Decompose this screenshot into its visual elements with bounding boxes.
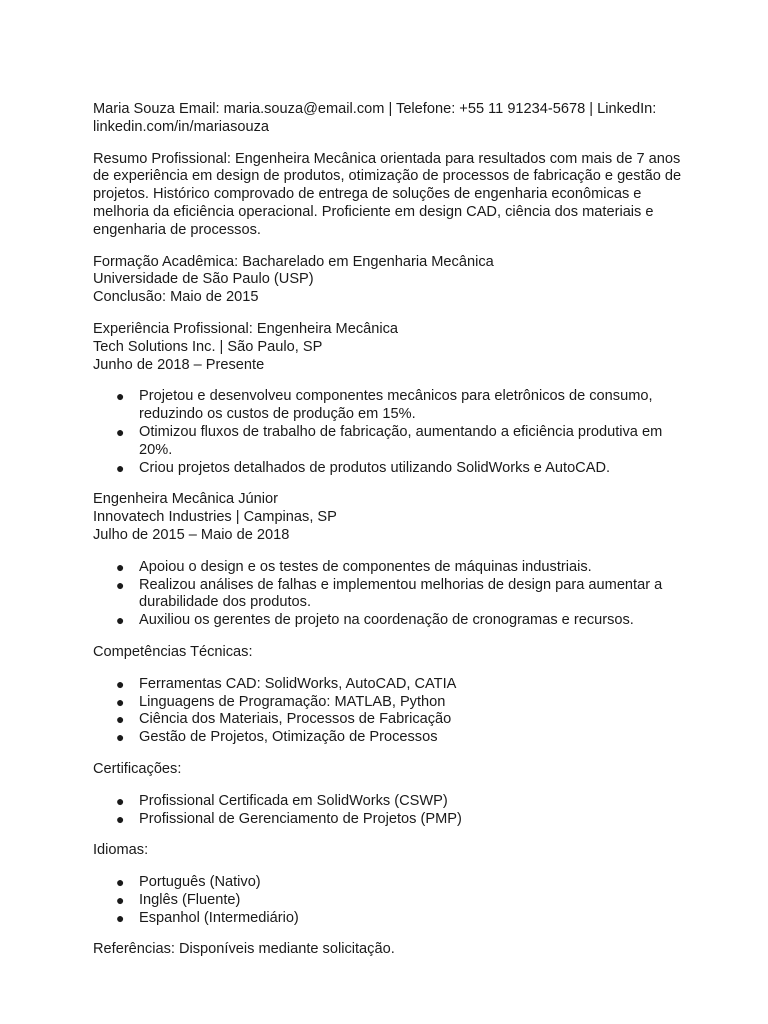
bullet-icon: ●: [116, 576, 125, 593]
list-item: ● Espanhol (Intermediário): [116, 909, 299, 926]
job-period: Junho de 2018 – Presente: [93, 356, 265, 373]
bullet-icon: ●: [116, 874, 125, 891]
certifications-section: [93, 761, 653, 779]
list-item: ● Apoiou o design e os testes de componentes de máquinas industriais.: [116, 558, 592, 575]
list-item: ● Criou projetos detalhados de produtos utilizando SolidWorks e AutoCAD.: [116, 459, 611, 476]
contact-header: [93, 101, 657, 137]
bullet-icon: ●: [116, 711, 125, 728]
experience-2-bullets: [93, 558, 663, 630]
education-title: Formação Acadêmica: Bacharelado em Engenharia Mecânica: [93, 253, 494, 270]
list-item: ● Ciência dos Materiais, Processos de Fabricação: [116, 711, 452, 728]
bullet-icon: ●: [116, 810, 125, 827]
summary-line: de experiência em design de produtos, otimização de processos de fabricação e gestão de: [93, 168, 682, 185]
list-item: ● Linguagens de Programação: MATLAB, Python: [116, 693, 446, 710]
job-company: Innovatech Industries | Campinas, SP: [93, 509, 337, 526]
resume-document: [93, 101, 682, 973]
experience-entry-2: [93, 491, 653, 544]
contact-line-2: linkedin.com/in/mariasouza: [93, 118, 270, 135]
summary-line: melhoria da eficiência operacional. Proficiente em design CAD, ciência dos materiais e: [93, 203, 654, 220]
bullet-icon: ●: [116, 891, 125, 908]
job-title: Experiência Profissional: Engenheira Mecânica: [93, 320, 399, 337]
education-school: Universidade de São Paulo (USP): [93, 271, 314, 288]
bullet-icon: ●: [116, 612, 125, 629]
bullet-icon: ●: [116, 693, 125, 710]
list-item: ● Profissional de Gerenciamento de Projetos (PMP): [116, 810, 462, 827]
bullet-icon: ●: [116, 558, 125, 575]
list-item: ● Profissional Certificada em SolidWorks (CSWP): [116, 792, 448, 809]
job-company: Tech Solutions Inc. | São Paulo, SP: [93, 338, 323, 355]
bullet-icon: ●: [116, 792, 125, 809]
certifications-list: [93, 793, 653, 829]
bullet-icon: ●: [116, 388, 125, 405]
education-section: [93, 254, 653, 307]
section-title: Certificações:: [93, 760, 182, 777]
experience-1-bullets: [93, 388, 663, 477]
languages-list: [93, 874, 653, 927]
experience-entry-1: [93, 321, 653, 374]
references-text: Referências: Disponíveis mediante solicitação.: [93, 941, 395, 958]
list-item: ● Projetou e desenvolveu componentes mecânicos para eletrônicos de consumo, reduzindo os custos de produção em 15%.: [116, 388, 653, 423]
list-item: ● Gestão de Projetos, Otimização de Processos: [116, 729, 438, 746]
list-item: ● Realizou análises de falhas e implementou melhorias de design para aumentar a durabilidade dos produtos.: [116, 576, 663, 611]
summary-line: projetos. Histórico comprovado de entrega de soluções de engenharia econômicas e: [93, 186, 642, 203]
list-item: ● Inglês (Fluente): [116, 891, 241, 908]
bullet-icon: ●: [116, 423, 125, 440]
section-title: Idiomas:: [93, 842, 149, 859]
bullet-icon: ●: [116, 909, 125, 926]
skills-section: [93, 644, 653, 662]
list-item: ● Otimizou fluxos de trabalho de fabricação, aumentando a eficiência produtiva em 20%.: [116, 423, 663, 458]
summary-line: engenharia de processos.: [93, 221, 261, 238]
bullet-icon: ●: [116, 729, 125, 746]
bullet-icon: ●: [116, 459, 125, 476]
bullet-icon: ●: [116, 675, 125, 692]
languages-section: [93, 842, 653, 860]
job-title: Engenheira Mecânica Júnior: [93, 491, 278, 508]
list-item: ● Português (Nativo): [116, 874, 261, 891]
list-item: ● Ferramentas CAD: SolidWorks, AutoCAD, CATIA: [116, 675, 457, 692]
professional-summary: [93, 150, 682, 240]
references: [93, 941, 653, 959]
job-period: Julho de 2015 – Maio de 2018: [93, 526, 290, 543]
education-conclusion: Conclusão: Maio de 2015: [93, 289, 259, 306]
summary-line: Resumo Profissional: Engenheira Mecânica orientada para resultados com mais de 7 anos: [93, 150, 681, 167]
contact-line-1: Maria Souza Email: maria.souza@email.com | Telefone: +55 11 91234-5678 | LinkedIn:: [93, 101, 657, 117]
section-title: Competências Técnicas:: [93, 643, 253, 660]
list-item: ● Auxiliou os gerentes de projeto na coordenação de cronogramas e recursos.: [116, 612, 634, 629]
skills-list: [93, 676, 653, 747]
